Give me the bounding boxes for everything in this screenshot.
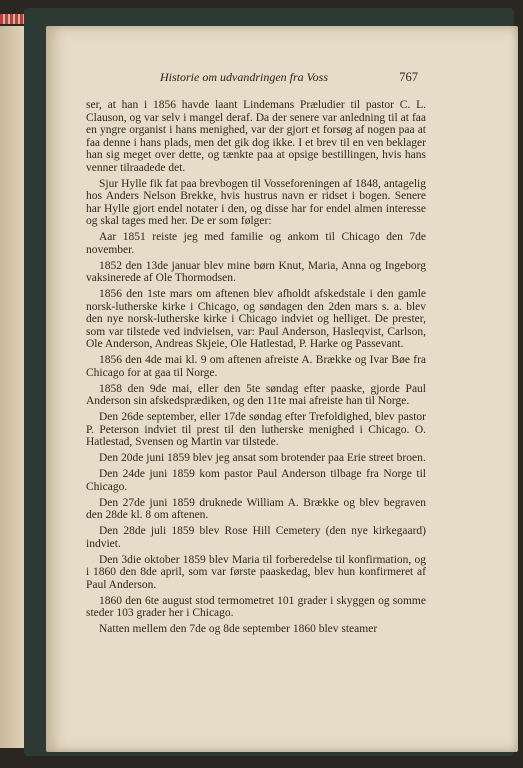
paragraph: Aar 1851 reiste jeg med familie og ankom til Chicago den 7de november. (86, 231, 426, 256)
paragraph: Sjur Hylle fik fat paa brevbogen til Vosseforeningen af 1848, antagelig hos Anders Nelson Brekke, hvis hustrus navn er ridset i bogen. Senere har Hylle gjort endel notater i den, og disse har for endel almen interesse og skal tages med her. De er som følger: (86, 177, 426, 227)
paragraph: Den 26de september, eller 17de søndag efter Trefoldighed, blev pastor P. Peterson indviet til prest til den lutherske menighed i Chicago. O. Hatlestad, Svensen og Martin var tilstede. (86, 411, 426, 448)
left-page-edge (0, 26, 25, 748)
paragraph: Den 24de juni 1859 kom pastor Paul Anderson tilbage fra Norge til Chicago. (86, 468, 426, 493)
paragraph: 1852 den 13de januar blev mine børn Knut, Maria, Anna og Ingeborg vaksinerede af Ole Thormodsen. (86, 259, 426, 284)
paragraph: Den 20de juni 1859 blev jeg ansat som brotender paa Erie street broen. (99, 452, 426, 464)
paragraph: Den 27de juni 1859 druknede William A. Brække og blev begraven den 28de kl. 8 om aftenen. (86, 496, 426, 521)
paragraph: 1856 den 4de mai kl. 9 om aftenen afreiste A. Brække og Ivar Bøe fra Chicago for at gaa til Norge. (86, 354, 426, 379)
page-header (80, 70, 418, 88)
page-number: 767 (399, 70, 418, 84)
page-edge-marker (0, 14, 24, 24)
paragraph: 1858 den 9de mai, eller den 5te søndag efter paaske, gjorde Paul Anderson sin afskedsprædiken, og den 11te mai afreiste han til Norge. (86, 382, 426, 407)
paragraph: 1856 den 1ste mars om aftenen blev afholdt afskedstale i den gamle norsk-lutherske kirke i Chicago, og søndagen den 2den mars s. a. blev den nye norsk-lutherske kirke i Chicago indviet og helliget. De prester, som var tilstede ved indvielsen, var: Paul Anderson, Hasleqvist, Carlson, Ole Anderson, Andreas Skjeie, Ole Hatlestad, P. Harke og Passevant. (86, 288, 426, 350)
paragraph: Den 3die oktober 1859 blev Maria til forberedelse til konfirmation, og i 1860 den 8de april, som var første paaskedag, blev hun konfirmeret af Paul Anderson. (86, 553, 426, 591)
paragraph: Den 28de juli 1859 blev Rose Hill Cemetery (den nye kirkegaard) indviet. (86, 525, 426, 550)
running-title: Historie om udvandringen fra Voss (160, 70, 328, 84)
paragraph: Natten mellem den 7de og 8de september 1860 blev steamer (99, 623, 378, 635)
paragraph: 1860 den 6te august stod termometret 101 grader i skyggen og somme steder 103 grader her i Chicago. (86, 594, 426, 619)
paragraph: ser, at han i 1856 havde laant Lindemans Præludier til pastor C. L. Clauson, og var selv i mangel deraf. Da der senere var anledning til at faa en yngre organist i hans menighed, var der gjort et forsøg af nogen paa at faa denne i hans plads, men det gik dog ikke. I et brev til en ven beklager han sig meget over dette, og tænkte paa at opsige bestillingen, hvis hans venner tilraadede det. (86, 99, 426, 174)
page-body (86, 99, 426, 639)
